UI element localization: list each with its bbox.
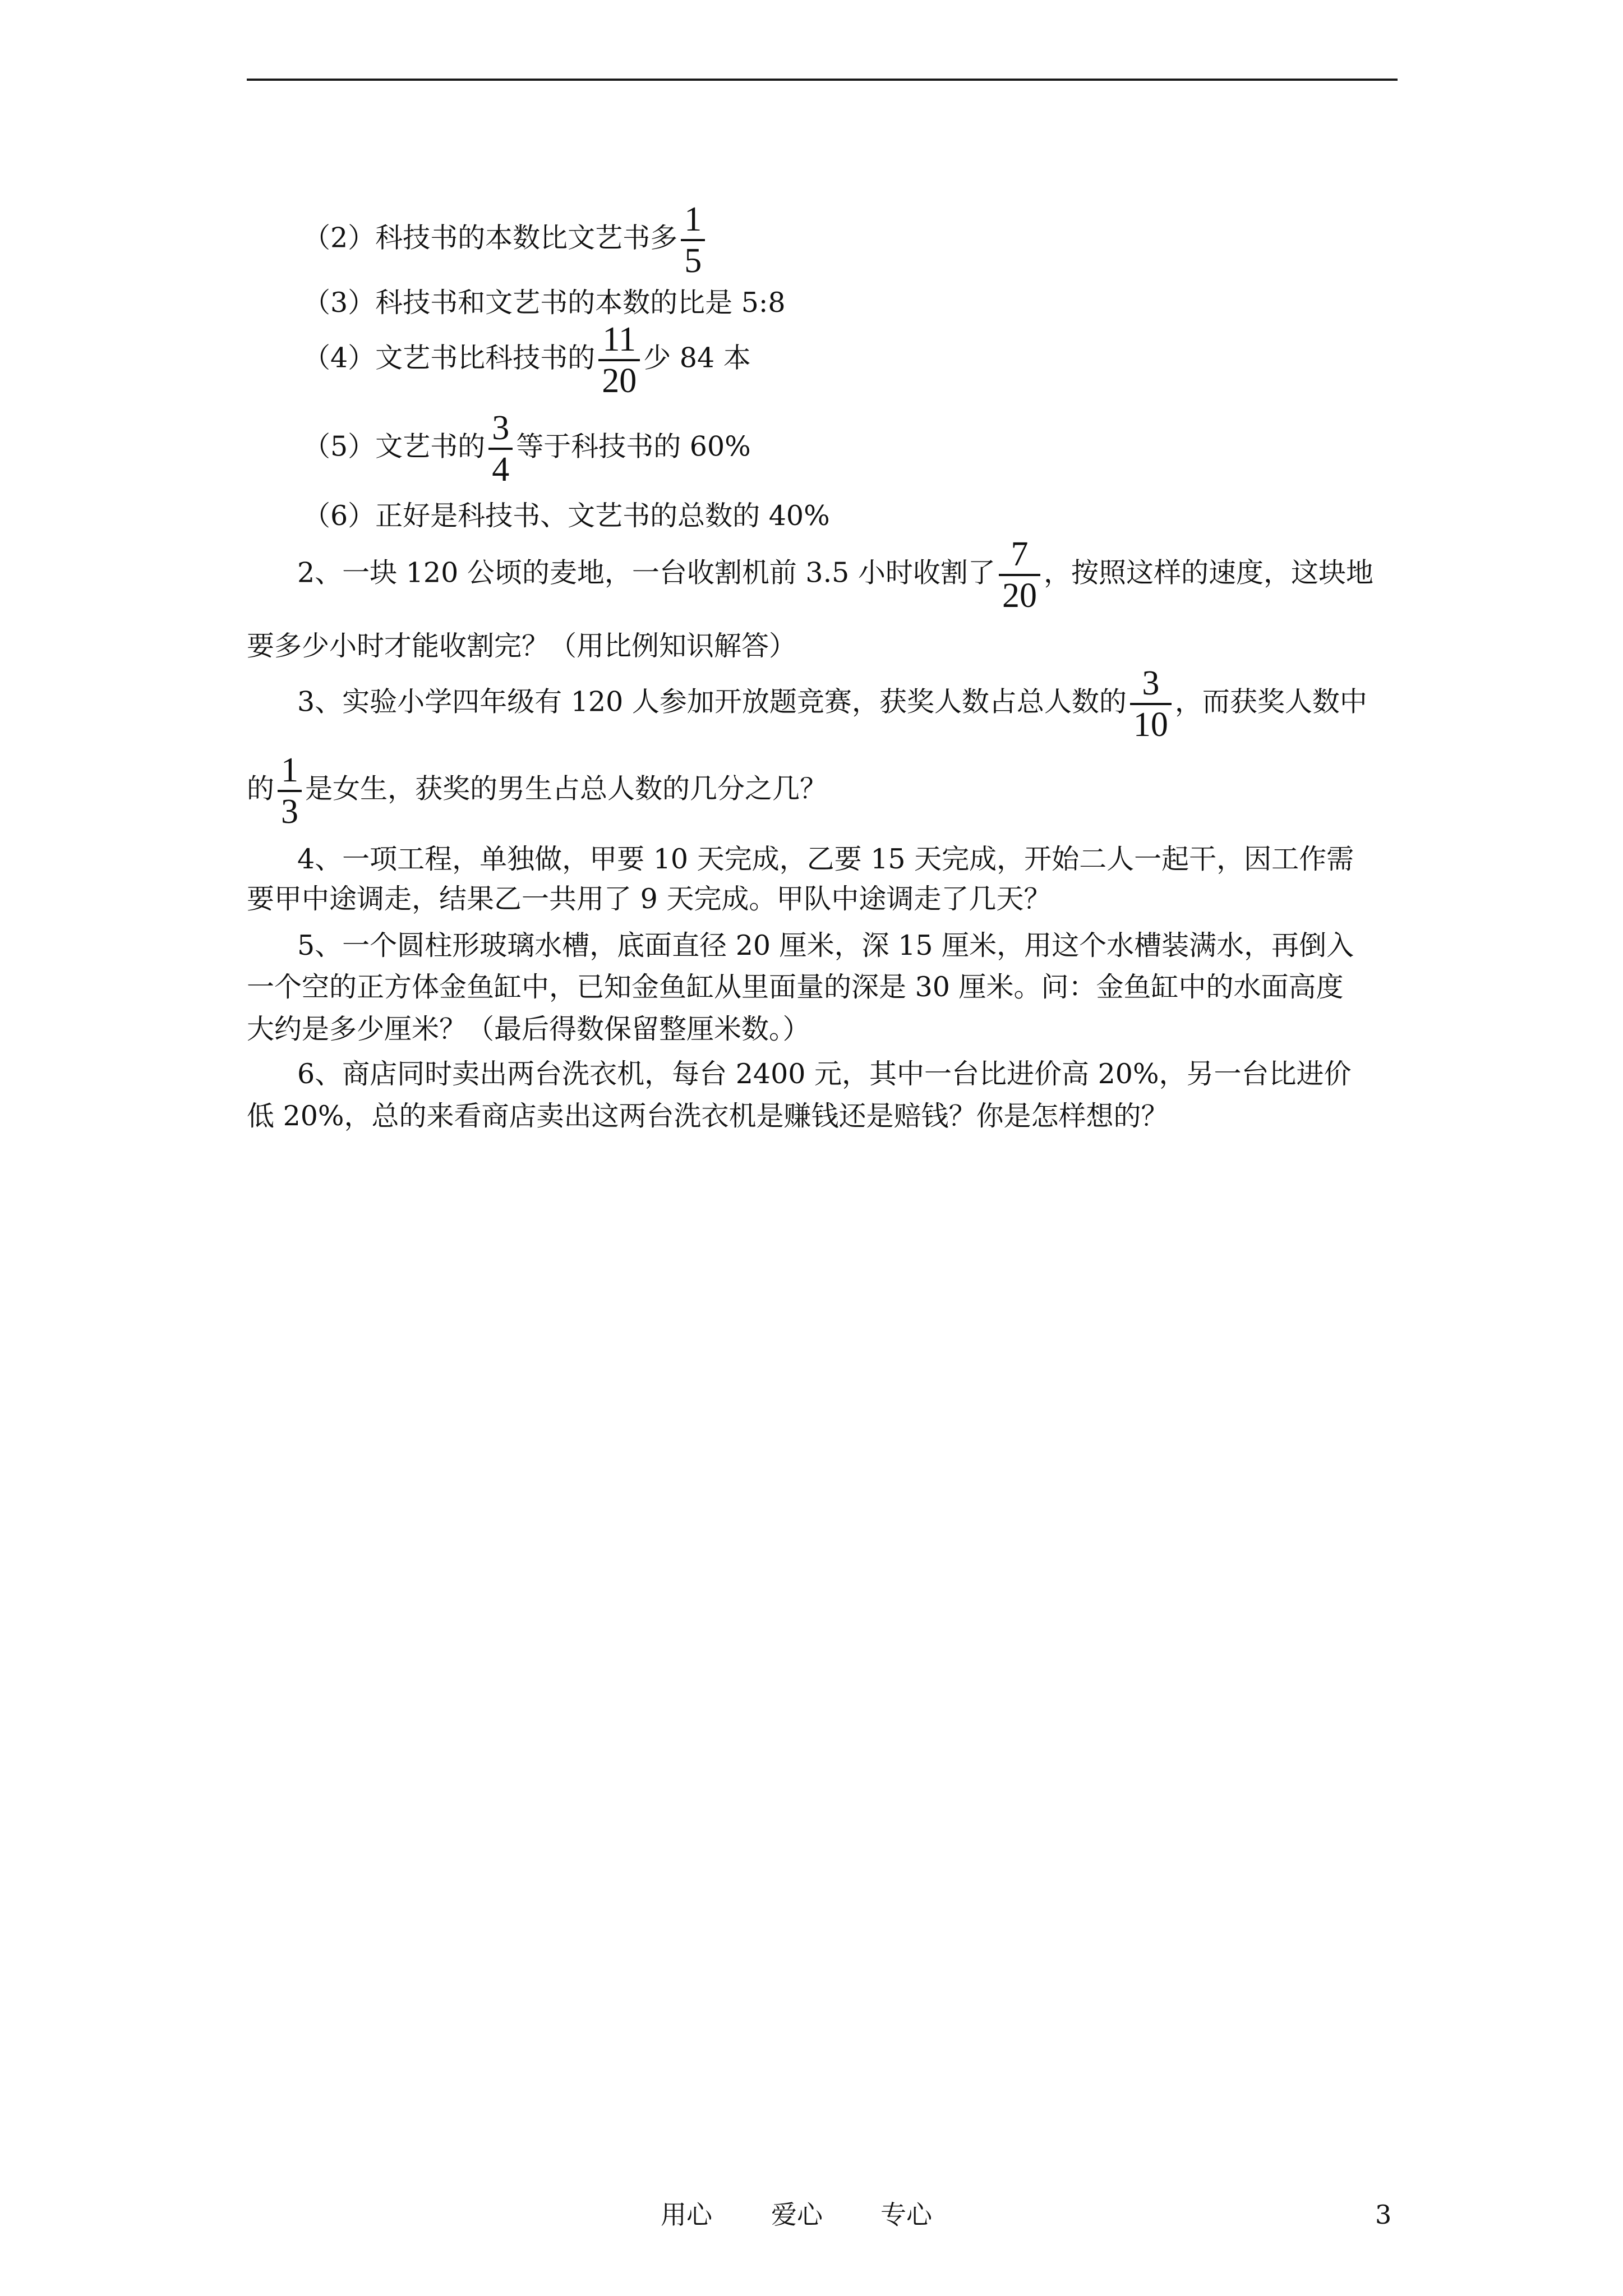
subitem-4: （4）文艺书比科技书的 $\frac{11}{20}$ 少 84 本 bbox=[303, 320, 751, 400]
problem-5-line-2: 一个空的正方体金鱼缸中，已知金鱼缸从里面量的深是 30 厘米。问：金鱼缸中的水面高度 bbox=[247, 971, 1344, 1003]
problem-6-line-2: 低 20%，总的来看商店卖出这两台洗衣机是赚钱还是赔钱？你是怎样想的？ bbox=[247, 1100, 1169, 1132]
subitem-2 bbox=[303, 201, 708, 279]
footer-motto-3: 专心 bbox=[880, 2200, 932, 2230]
fraction-3-4: $\frac{3}{4}$ bbox=[488, 409, 513, 488]
subitem-2-text: （2）科技书的本数比文艺书多 bbox=[303, 222, 678, 254]
fraction-11-20: $\frac{11}{20}$ bbox=[598, 321, 640, 399]
problem-4-line-1: 4、一项工程，单独做，甲要 10 天完成，乙要 15 天完成，开始二人一起干，因工作需 bbox=[297, 843, 1354, 875]
fraction-1-5: $\frac{1}{5}$ bbox=[681, 201, 705, 279]
subitem-6: （6）正好是科技书、文艺书的总数的 40% bbox=[303, 500, 830, 532]
problem-4-line-2: 要甲中途调走，结果乙一共用了 9 天完成。甲队中途调走了几天？ bbox=[247, 883, 1052, 915]
problem-5-line-1: 5、一个圆柱形玻璃水槽，底面直径 20 厘米，深 15 厘米，用这个水槽装满水，再倒入 bbox=[297, 930, 1354, 961]
fraction-7-20: $\frac{7}{20}$ bbox=[999, 536, 1040, 614]
problem-6-line-1: 6、商店同时卖出两台洗衣机，每台 2400 元，其中一台比进价高 20%，另一台比进价 bbox=[297, 1058, 1352, 1090]
problem-2-line-1: 2、一块 120 公顷的麦地，一台收割机前 3.5 小时收割了 $\frac{7}{20}$ ，按照这样的速度，这块地 bbox=[297, 535, 1373, 615]
problem-3-line-2: 的 $\frac{1}{3}$ 是女生，获奖的男生占总人数的几分之几？ bbox=[247, 751, 828, 831]
problem-2-line-2: 要多少小时才能收割完？（用比例知识解答） bbox=[247, 630, 797, 662]
footer-motto-1: 用心 bbox=[661, 2200, 712, 2230]
problem-5-line-3: 大约是多少厘米？（最后得数保留整厘米数。） bbox=[247, 1013, 810, 1045]
footer-motto-2: 爱心 bbox=[771, 2200, 823, 2230]
fraction-3-10: $\frac{3}{10}$ bbox=[1130, 665, 1172, 743]
fraction-1-3: $\frac{1}{3}$ bbox=[278, 752, 302, 830]
subitem-5: （5）文艺书的 $\frac{3}{4}$ 等于科技书的 60% bbox=[303, 409, 751, 489]
header-rule bbox=[247, 79, 1398, 81]
subitem-3: （3）科技书和文艺书的本数的比是 5:8 bbox=[303, 287, 786, 319]
page-number: 3 bbox=[1375, 2200, 1392, 2230]
problem-3-line-1: 3、实验小学四年级有 120 人参加开放题竞赛，获奖人数占总人数的 $\frac{3}{10}$ ，而获奖人数中 bbox=[297, 664, 1367, 744]
